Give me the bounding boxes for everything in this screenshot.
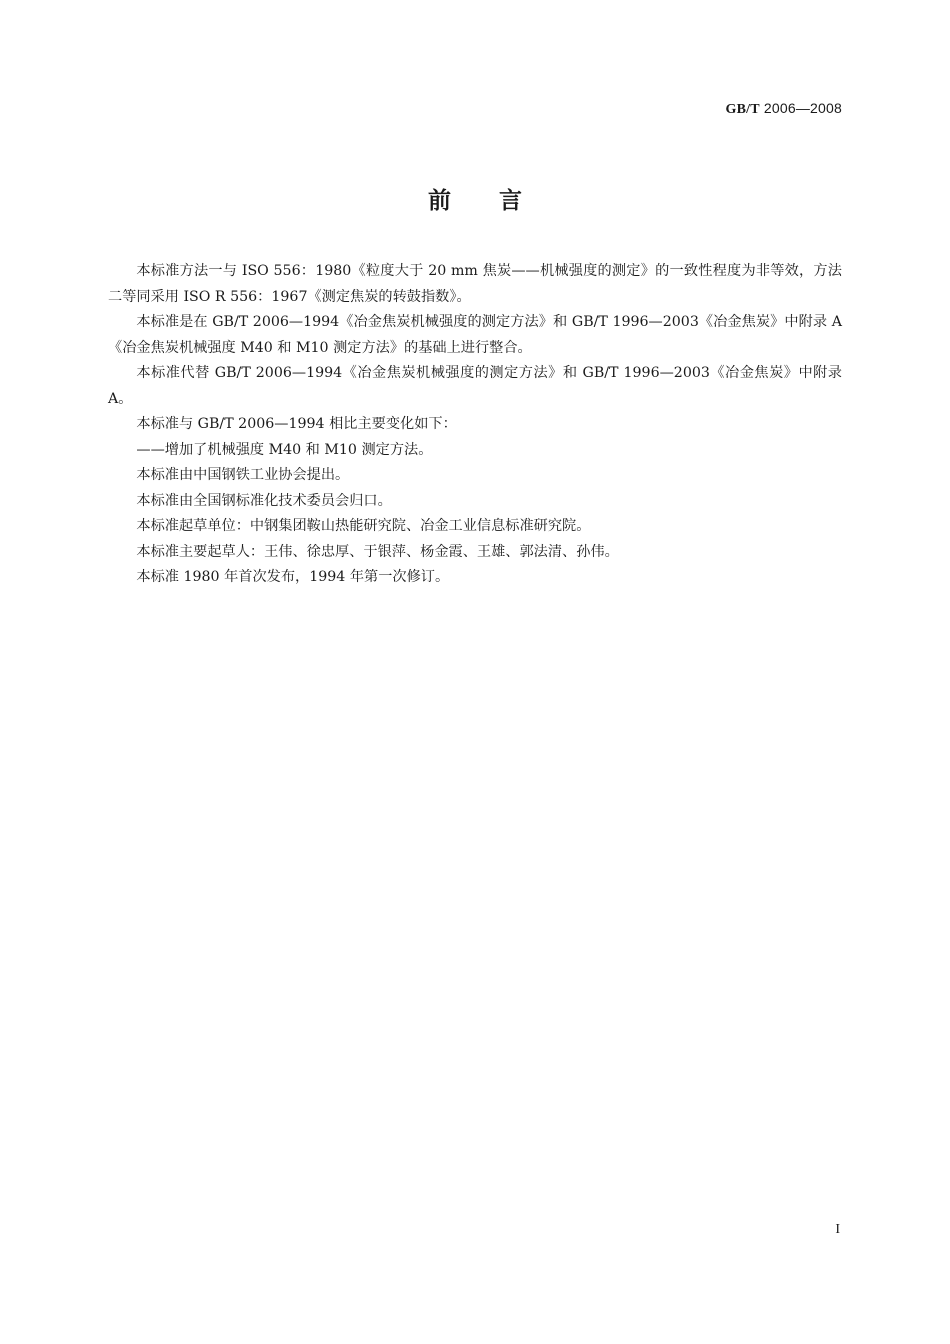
paragraph-9: 本标准主要起草人：王伟、徐忠厚、于银萍、杨金霞、王雄、郭法清、孙伟。 (136, 543, 619, 560)
paragraph-10: 本标准 1980 年首次发布，1994 年第一次修订。 (136, 569, 450, 585)
foreword-body (108, 259, 842, 591)
paragraph-6: 本标准由中国钢铁工业协会提出。 (136, 467, 350, 483)
paragraph-5: ——增加了机械强度 M40 和 M10 测定方法。 (136, 441, 433, 458)
page-number: I (835, 1222, 840, 1237)
paragraph-1: 本标准方法一与 ISO 556：1980《粒度大于 20 mm 焦炭——机械强度的测定》的一致性程度为非等效，方法二等同采用 ISO R 556：1967《测定焦炭的转鼓指数》。 (108, 263, 842, 305)
standard-number: 2006—2008 (759, 100, 842, 116)
standard-code (726, 100, 842, 118)
paragraph-3: 本标准代替 GB/T 2006—1994《冶金焦炭机械强度的测定方法》和 GB/T 1996—2003《冶金焦炭》中附录 A。 (108, 365, 842, 407)
page-title: 前言 (428, 188, 570, 214)
paragraph-2: 本标准是在 GB/T 2006—1994《冶金焦炭机械强度的测定方法》和 GB/T 1996—2003《冶金焦炭》中附录 A《冶金焦炭机械强度 M40 和 M10 测定方法》的基础上进行整合。 (108, 314, 842, 356)
standard-prefix: GB/T (725, 102, 760, 117)
paragraph-7: 本标准由全国钢标准化技术委员会归口。 (136, 492, 392, 509)
paragraph-4: 本标准与 GB/T 2006—1994 相比主要变化如下： (136, 416, 457, 432)
paragraph-8: 本标准起草单位：中钢集团鞍山热能研究院、冶金工业信息标准研究院。 (136, 518, 591, 534)
